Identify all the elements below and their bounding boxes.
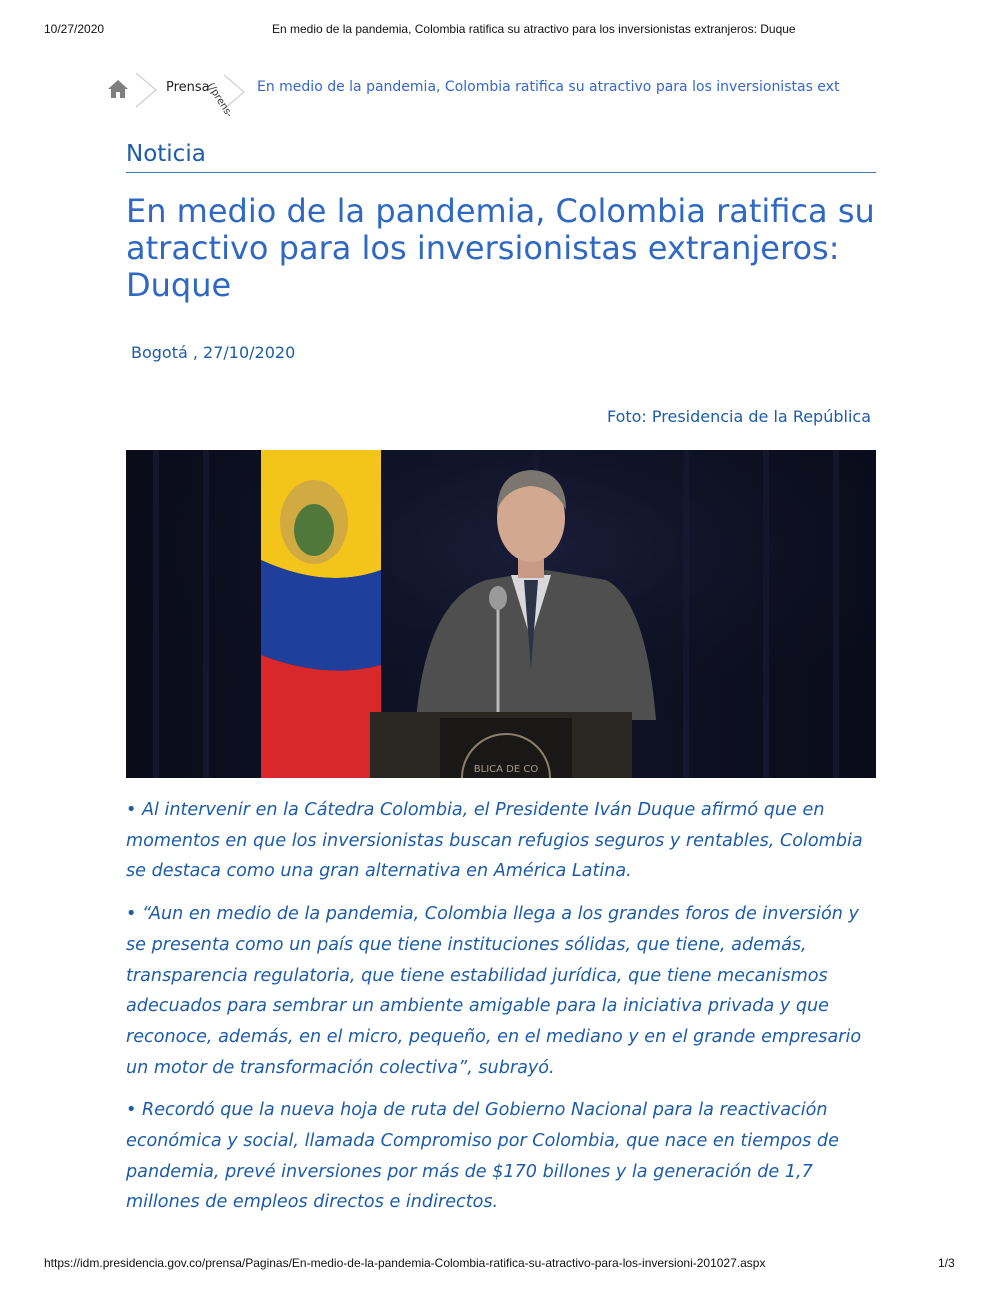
article-headline: En medio de la pandemia, Colombia ratifica su atractivo para los inversionistas extranjeros: Duque [126, 192, 875, 304]
breadcrumb-uri-fragment: (/prens- [204, 81, 235, 120]
print-url: https://idm.presidencia.gov.co/prensa/Paginas/En-medio-de-la-pandemia-Colombia-ratifica-su-atractivo-para-los-inversioni-201027.aspx [44, 1256, 766, 1270]
breadcrumb-current-page[interactable]: En medio de la pandemia, Colombia ratifica su atractivo para los inversionistas ext [257, 79, 840, 95]
article-bullets [126, 795, 878, 1230]
article-bullet: • “Aun en medio de la pandemia, Colombia llega a los grandes foros de inversión y se presenta como un país que tiene instituciones sólidas, que tiene, además, transparencia regulatoria, que tiene estabilidad jurídica, que tiene mecanismos adecuados para sembrar un ambiente amigable para la iniciativa privada y que reconoce, además, en el micro, pequeño, en el mediano y en el grande empresario un motor de transformación colectiva”, subrayó. [126, 904, 862, 1078]
breadcrumb-prensa-link[interactable]: Prensa [166, 80, 210, 95]
colombian-flag [261, 450, 381, 778]
speaker-photo-illustration [126, 450, 876, 778]
print-doc-title: En medio de la pandemia, Colombia ratifica su atractivo para los inversionistas extranjeros: Duque [272, 22, 796, 36]
photo-credit: Foto: Presidencia de la República [606, 407, 871, 426]
breadcrumb-chevron-icon [134, 72, 160, 108]
print-date: 10/27/2020 [44, 22, 105, 36]
article-bullet: • Recordó que la nueva hoja de ruta del Gobierno Nacional para la reactivación económica y social, llamada Compromiso por Colombia, que nace en tiempos de pandemia, prevé inversiones por más de $170 billones y la generación de 1,7 millones de empleos directos e indirectos. [126, 1100, 839, 1213]
podium [370, 712, 632, 778]
home-icon[interactable] [106, 78, 130, 100]
article-bullet: • Al intervenir en la Cátedra Colombia, el Presidente Iván Duque afirmó que en momentos en que los inversionistas buscan refugios seguros y rentables, Colombia se destaca como una gran alternativa en América Latina. [126, 800, 863, 882]
article-photo [126, 450, 876, 778]
article-dateline: Bogotá , 27/10/2020 [131, 343, 296, 362]
print-page-number: 1/3 [938, 1256, 955, 1270]
section-label: Noticia [126, 141, 876, 173]
podium-seal-text: BLICA DE CO [473, 764, 539, 775]
breadcrumb [106, 72, 906, 120]
